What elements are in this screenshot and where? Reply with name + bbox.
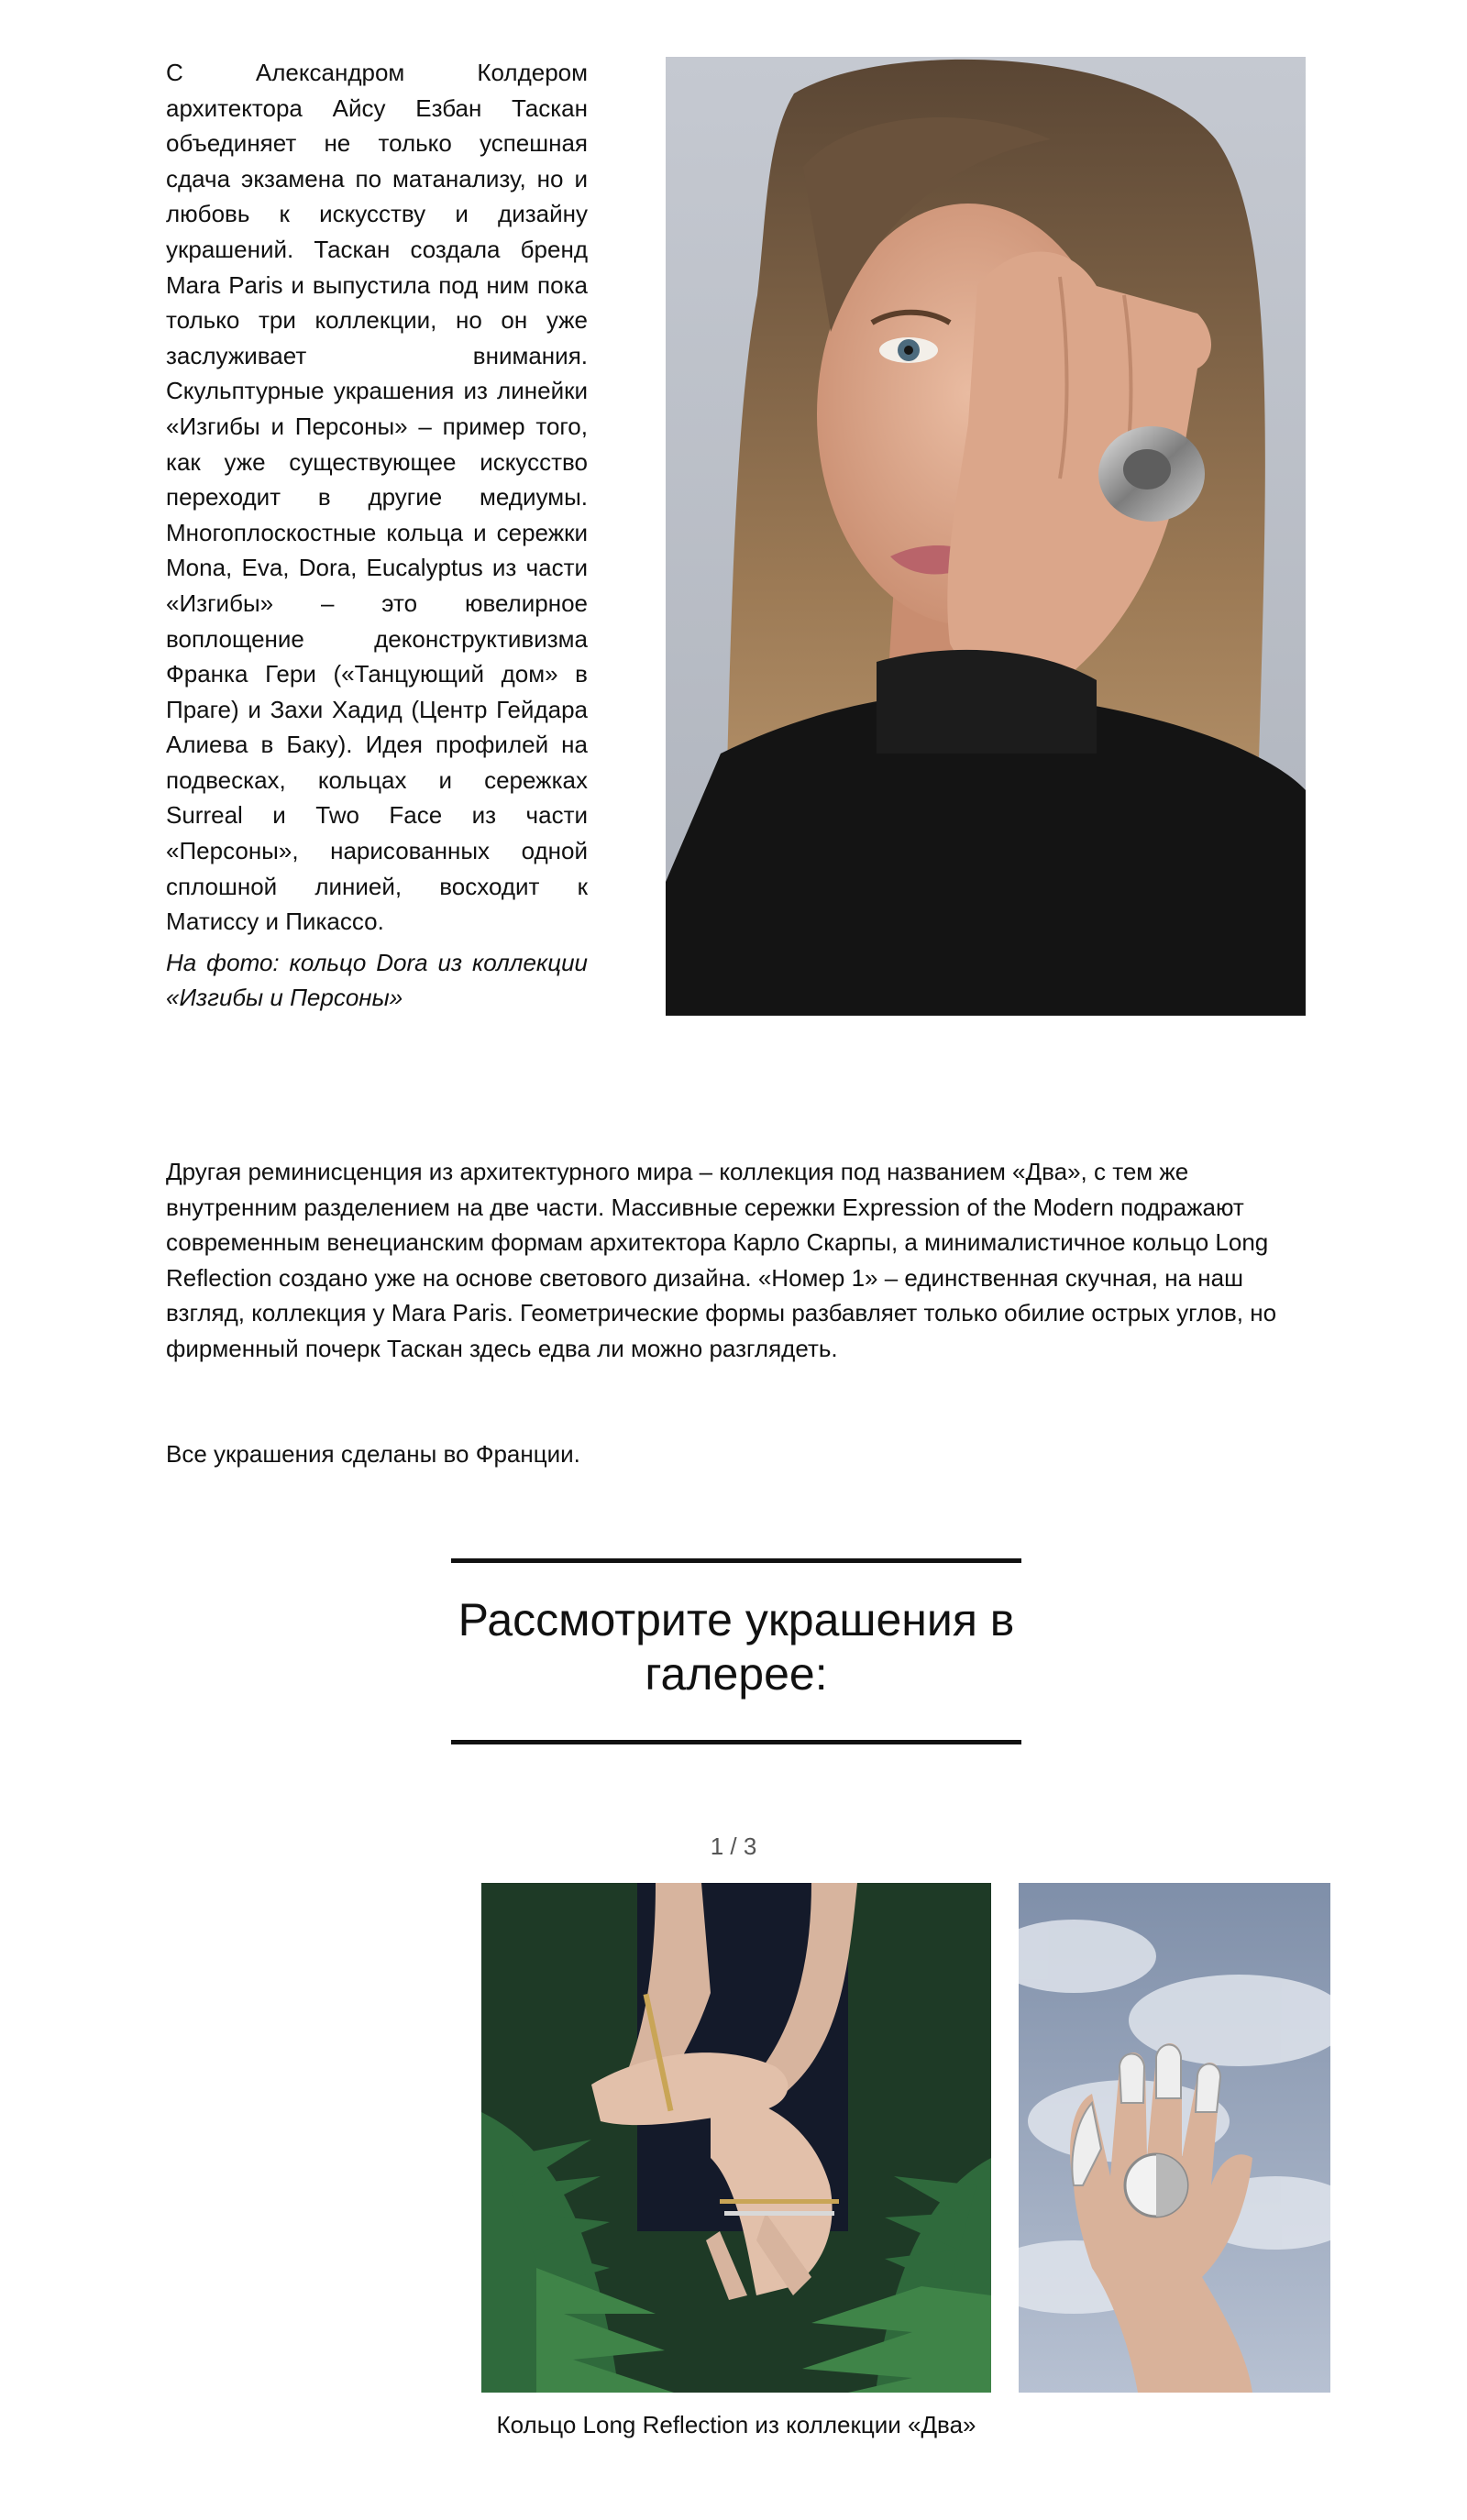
portrait-photo xyxy=(666,57,1306,1016)
fern-hands-ring-photo xyxy=(481,1883,991,2393)
intro-paragraph: С Александром Колдером архитектора Айсу Езбан Таскан объединяет не только успешная сдача экзамена по матанализу, но и любовь к искусству и дизайну украшений. Таскан создала бренд Mara Paris и выпустила под ним пока только три коллекции, но он уже заслуживает внимания. Скульптурные украшения из линейки «Изгибы и Персоны» – пример того, как уже существующее искусство переходит в другие медиумы. Многоплоскостные кольца и сережки Mona, Eva, Dora, Eucalyptus из части «Изгибы» – это ювелирное воплощение деконструктивизма Франка Гери («Танцующий дом» в Праге) и Захи Хадид (Центр Гейдара Алиева в Баку). Идея профилей на подвесках, кольцах и сережках Surreal и Two Face из части «Персоны», нарисованных одной сплошной линией, восходит к Матиссу и Пикассо. xyxy=(166,59,588,936)
gallery-slide-counter: 1 / 3 xyxy=(710,1832,757,1860)
gallery-slide-caption: Кольцо Long Reflection из коллекции «Два» xyxy=(496,2411,976,2438)
gallery-slide-current[interactable] xyxy=(481,1883,991,2393)
body-paragraph: Другая реминисценция из архитектурного мира – коллекция под названием «Два», с тем же внутренним разделением на две части. Массивные сережки Expression of the Modern подражают современным венецианским формам архитектора Карло Скарпы, а минималистичное кольцо Long Reflection создано уже на основе светового дизайна. «Номер 1» – единственная скучная, на наш взгляд, коллекция у Mara Paris. Геометрические формы разбавляет только обилие острых углов, но фирменный почерк Таскан здесь едва ли можно разглядеть. xyxy=(166,1158,1277,1362)
gallery-title: Рассмотрите украшения в галерее: xyxy=(458,1594,1015,1700)
intro-photo-caption: На фото: кольцо Dora из коллекции «Изгибы и Персоны» xyxy=(166,948,588,1012)
body-paragraph-made-in-france: Все украшения сделаны во Франции. xyxy=(166,1440,580,1468)
portrait-illustration xyxy=(666,57,1306,1016)
gallery-title-rule-bottom xyxy=(451,1740,1021,1744)
sky-hand-ring-photo xyxy=(1019,1883,1330,2393)
gallery-title-rule-top xyxy=(451,1558,1021,1563)
intro-text-column xyxy=(166,55,588,1016)
gallery-slide-next[interactable] xyxy=(1019,1883,1330,2393)
